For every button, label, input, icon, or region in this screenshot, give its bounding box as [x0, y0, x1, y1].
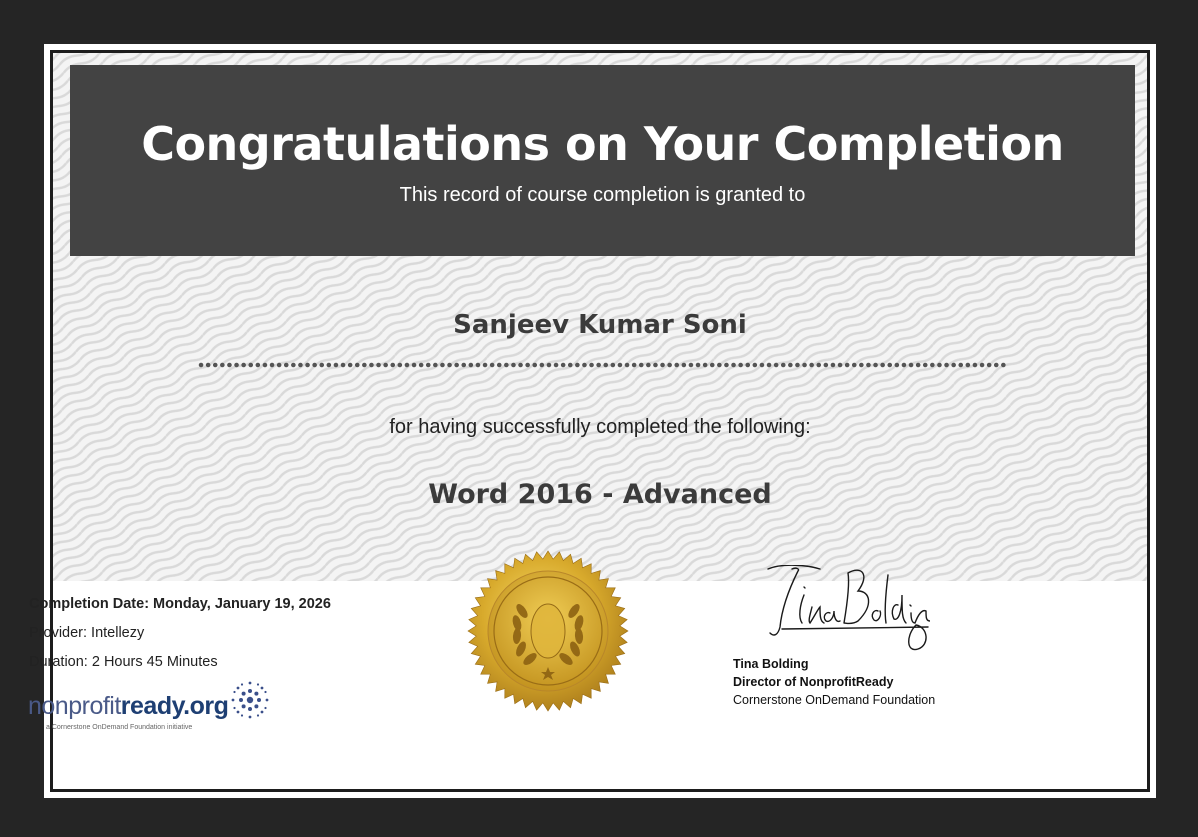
gold-seal-icon	[466, 549, 630, 713]
dotted-divider	[198, 361, 1010, 369]
signer-name: Tina Bolding	[733, 657, 809, 671]
course-title: Word 2016 - Advanced	[428, 479, 772, 510]
certificate-subtitle: This record of course completion is granted to	[399, 184, 806, 206]
signer-block	[733, 655, 935, 709]
network-dots-icon	[230, 680, 270, 720]
logo-wordmark-bold: ready.org	[120, 692, 229, 720]
signer-title: Director of NonprofitReady	[733, 675, 894, 689]
duration: Duration: 2 Hours 45 Minutes	[29, 654, 218, 670]
logo-wordmark-light: nonprofit	[28, 692, 121, 720]
recipient-name: Sanjeev Kumar Soni	[453, 310, 747, 340]
signature-image	[730, 565, 930, 655]
header-banner	[70, 65, 1135, 256]
certificate-title: Congratulations on Your Completion	[141, 117, 1064, 171]
signer-organization: Cornerstone OnDemand Foundation	[733, 693, 936, 707]
logo-tagline: a Cornerstone OnDemand Foundation initiative	[46, 724, 193, 731]
provider: Provider: Intellezy	[29, 625, 145, 641]
completion-date: Completion Date: Monday, January 19, 2026	[29, 596, 331, 612]
nonprofitready-logo	[28, 680, 278, 740]
completion-statement: for having successfully completed the following:	[389, 416, 811, 438]
logo-wordmark	[28, 692, 228, 721]
completion-details	[29, 595, 331, 682]
